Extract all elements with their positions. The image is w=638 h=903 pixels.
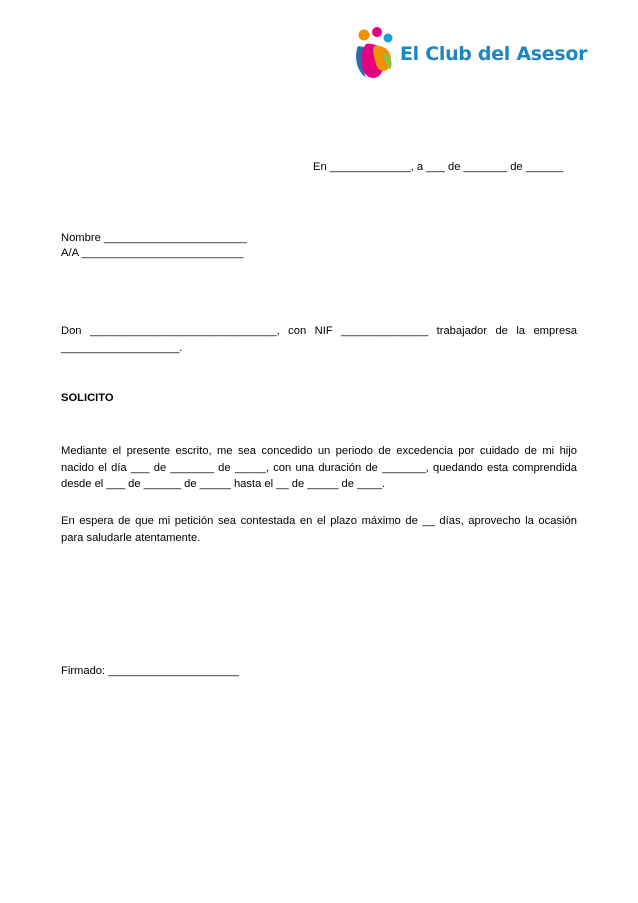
solicito-heading: SOLICITO [61, 392, 114, 404]
aa-line: A/A __________________________ [61, 247, 244, 259]
signature-line: Firmado: _____________________ [61, 665, 239, 677]
request-paragraph: Mediante el presente escrito, me sea concedido un periodo de excedencia por cuidado de mi hijo nacido el día ___ de _______ de _____, con una duración de _______, quedando esta comprendida desde el ___ de ______ de _____ hasta el __ de _____ de ____. [61, 445, 577, 490]
don-paragraph: Don ______________________________, con NIF ______________ trabajador de la empresa ___________________. [61, 325, 577, 354]
nombre-line: Nombre _______________________ [61, 232, 248, 244]
closing-paragraph: En espera de que mi petición sea contestada en el plazo máximo de __ días, aprovecho la ocasión para saludarle atentamente. [61, 515, 577, 544]
date-line: En _____________, a ___ de _______ de ______ [313, 161, 564, 173]
club-del-asesor-logo [352, 26, 588, 82]
brand-name: El Club del Asesor [400, 43, 588, 65]
people-logo-icon [352, 26, 398, 82]
